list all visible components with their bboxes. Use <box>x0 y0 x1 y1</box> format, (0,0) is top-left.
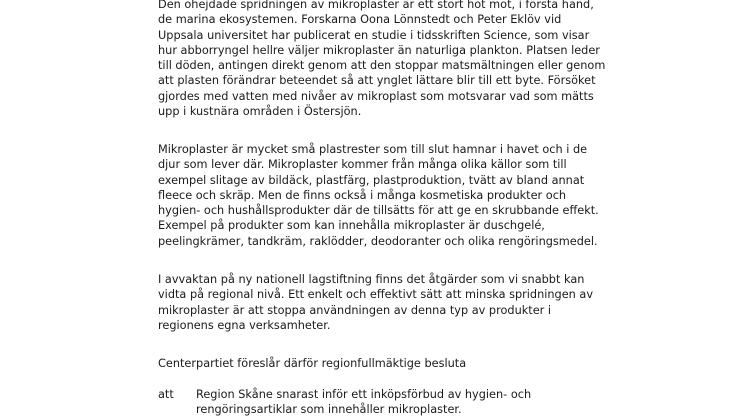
text-line: Centerpartiet föreslår därför regionfullmäktige besluta <box>158 357 467 370</box>
text-line: fleece och skräp. Men de finns också i många kosmetiska produkter och <box>158 188 567 202</box>
text-line: peelingkrämer, tandkräm, raklödder, deodoranter och olika rengöringsmedel. <box>158 234 598 248</box>
text-line: Region Skåne snarast inför ett inköpsförbud av hygien- och <box>196 388 532 401</box>
text-line: upp i kustnära områden i Östersjön. <box>158 105 362 119</box>
text-line: I avvaktan på ny nationell lagstiftning finns det åtgärder som vi snabbt kan <box>158 273 585 286</box>
paragraph-microplastics-sources <box>158 142 718 249</box>
text-line: vidta på regional nivå. Ett enkelt och effektivt sätt att minska spridningen av <box>158 288 594 302</box>
paragraph-regional-measures <box>158 272 718 333</box>
text-line: regionens egna verksamheter. <box>158 318 331 332</box>
text-line: exempel slitage av bildäck, plastfärg, plastproduktion, tvätt av bland annat <box>158 173 585 187</box>
text-line: hur abborryngel hellre väljer mikroplaster än naturliga plankton. Platsen leder <box>158 43 600 57</box>
motion-text <box>196 387 716 418</box>
text-line: de marina ekosystemen. Forskarna Oona Lönnstedt och Peter Eklöv vid <box>158 13 562 27</box>
text-line: att plasten förändrar beteendet så att ynglet lättare blir till ett byte. Försöket <box>158 74 596 88</box>
text-line: gjordes med vatten med nivåer av mikroplast som motsvarar vad som mätts <box>158 89 594 103</box>
text-line: mikroplaster är att stoppa användningen av denna typ av produkter i <box>158 303 552 317</box>
paragraph-microplastics-threat <box>158 0 718 119</box>
text-line: Mikroplaster är mycket små plastrester som till slut hamnar i havet och i de <box>158 143 588 156</box>
paragraph-proposal-intro <box>158 356 718 371</box>
text-line: djur som lever där. Mikroplaster kommer från många olika källor som till <box>158 158 567 172</box>
text-line: till döden, antingen direkt genom att den stoppar matsmältningen eller genom <box>158 59 606 73</box>
text-line: rengöringsartiklar som innehåller mikroplaster. <box>196 403 462 417</box>
text-line: Den ohejdade spridningen av mikroplaster är ett stort hot mot, i första hand, <box>158 0 594 11</box>
motion-label: att <box>158 388 174 401</box>
text-line: Uppsala universitet har publicerat en studie i tidsskriften Science, som visar <box>158 28 590 42</box>
text-line: Exempel på produkter som kan innehålla mikroplaster är duschgelé, <box>158 219 545 233</box>
text-line: hygien- och hushållsprodukter där de tillsätts för att ge en skrubbande effekt. <box>158 204 599 218</box>
